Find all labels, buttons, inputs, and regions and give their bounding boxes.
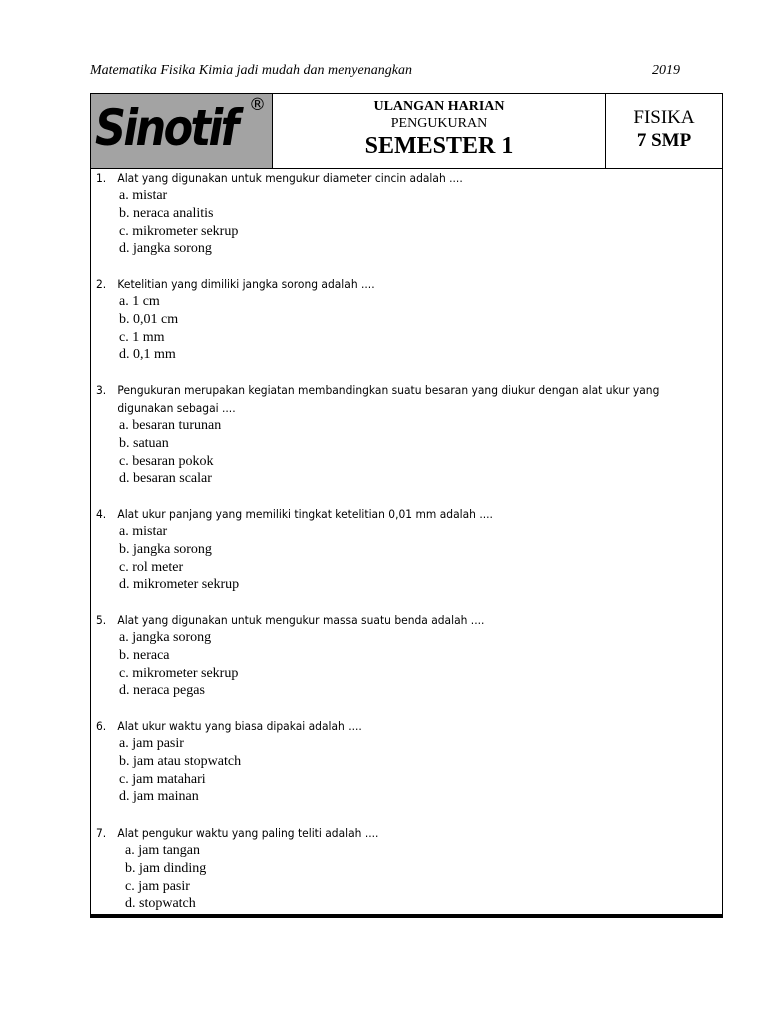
exam-title-block (273, 94, 606, 168)
answer-option: a. jangka sorong (119, 630, 212, 645)
question-6 (96, 717, 696, 806)
question-stem (96, 717, 713, 735)
answer-option: b. jangka sorong (119, 541, 212, 557)
running-head-year: 2019 (652, 63, 680, 78)
subject-name: FISIKA (633, 107, 695, 128)
question-stem (96, 824, 713, 842)
exam-topic: PENGUKURAN (390, 116, 488, 131)
question-text: Alat ukur panjang yang memiliki tingkat ketelitian 0,01 mm adalah .... (117, 507, 493, 521)
question-7 (96, 824, 696, 913)
answer-option: b. satuan (119, 435, 169, 451)
question-number: 7. (96, 826, 107, 840)
grade-level: 7 SMP (636, 130, 692, 151)
sheet-bottom-rule (90, 914, 723, 918)
question-text: Alat yang digunakan untuk mengukur massa suatu benda adalah .... (117, 613, 485, 627)
question-5 (96, 611, 696, 700)
answer-option: c. jam matahari (119, 771, 206, 787)
answer-option: a. jam pasir (119, 736, 184, 751)
question-stem (96, 169, 713, 187)
answer-option: c. rol meter (119, 559, 184, 575)
answer-option: d. stopwatch (125, 896, 196, 912)
answer-option: d. neraca pegas (119, 683, 205, 699)
exam-header (91, 94, 722, 169)
question-text: Ketelitian yang dimiliki jangka sorong adalah .... (117, 277, 375, 291)
question-number: 2. (96, 277, 107, 291)
answer-option: b. neraca (119, 647, 170, 663)
question-number: 5. (96, 613, 107, 627)
question-number: 3. (96, 383, 107, 397)
subject-block (606, 94, 722, 168)
answer-option: a. jam tangan (125, 843, 201, 858)
answer-option: c. jam pasir (125, 878, 190, 894)
answer-option: a. 1 cm (119, 294, 160, 309)
answer-option: d. jam mainan (119, 789, 199, 805)
question-text: Alat ukur waktu yang biasa dipakai adalah .... (117, 719, 362, 733)
question-2 (96, 275, 696, 364)
answer-option: a. besaran turunan (119, 418, 222, 433)
exam-semester: SEMESTER 1 (364, 133, 514, 159)
question-stem (96, 505, 713, 523)
question-text: Alat yang digunakan untuk mengukur diameter cincin adalah .... (117, 171, 463, 185)
answer-option: d. mikrometer sekrup (119, 577, 240, 593)
answer-option: b. neraca analitis (119, 205, 214, 221)
answer-option: a. mistar (119, 188, 168, 203)
question-4 (96, 505, 696, 594)
exam-type: ULANGAN HARIAN (373, 99, 505, 114)
answer-option: c. mikrometer sekrup (119, 223, 239, 239)
running-head-tagline: Matematika Fisika Kimia jadi mudah dan menyenangkan (90, 63, 412, 78)
answer-option: b. jam dinding (125, 860, 207, 876)
question-number: 1. (96, 171, 107, 185)
question-stem (96, 275, 713, 293)
logo (91, 94, 273, 168)
question-text: Pengukuran merupakan kegiatan membandingkan suatu besaran yang diukur dengan alat ukur yang digunakan sebagai .... (117, 383, 660, 415)
answer-option: d. besaran scalar (119, 471, 212, 487)
registered-mark: ® (249, 95, 266, 115)
question-text: Alat pengukur waktu yang paling teliti adalah .... (117, 826, 379, 840)
question-number: 4. (96, 507, 107, 521)
answer-option: c. besaran pokok (119, 453, 214, 469)
answer-option: d. 0,1 mm (119, 347, 176, 363)
answer-option: a. mistar (119, 524, 168, 539)
answer-option: c. mikrometer sekrup (119, 665, 239, 681)
question-3 (96, 381, 696, 488)
answer-option: b. jam atau stopwatch (119, 753, 242, 769)
answer-option: c. 1 mm (119, 329, 165, 345)
running-head (90, 63, 680, 83)
question-stem (96, 611, 713, 629)
logo-wordmark: Sinotif (95, 99, 237, 157)
answer-option: b. 0,01 cm (119, 311, 179, 327)
question-number: 6. (96, 719, 107, 733)
answer-option: d. jangka sorong (119, 241, 212, 257)
question-stem (96, 381, 713, 417)
question-1 (96, 169, 696, 258)
